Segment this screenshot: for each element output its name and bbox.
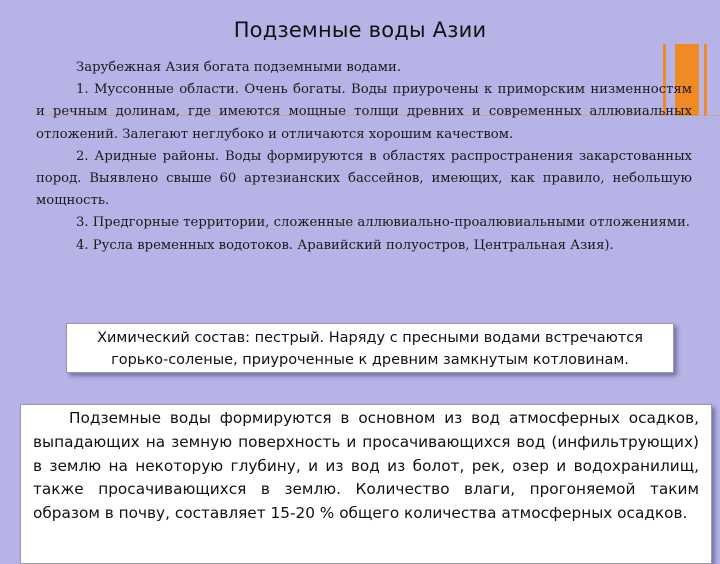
formation-paragraph: Подземные воды формируются в основном из вод атмосферных осадков, выпадающих на земную поверхность и просачивающихся вод (инфильтрующих) в землю на некоторую глубину, и из вод из болот, рек, озер и водохранилищ, также просачивающихся в землю. Количество влаги, прогоняемой таким образом в почву, составляет 15-20 % общего количества атмосферных осадков. xyxy=(33,409,699,523)
chemical-composition-box xyxy=(66,323,674,373)
decor-bar-thin-right xyxy=(704,44,707,116)
slide-title: Подземные воды Азии xyxy=(233,18,487,42)
main-text-block xyxy=(36,57,692,257)
list-item-monsoon: 1. Муссонные области. Очень богаты. Воды приурочены к приморским низменностям и речным долинам, где имеются мощные толщи древних и современных аллювиальных отложений. Залегают неглубоко и отличаются хорошим качеством. xyxy=(36,82,692,142)
intro-paragraph: Зарубежная Азия богата подземными водами. xyxy=(76,60,402,75)
formation-text-box xyxy=(20,404,712,564)
list-item-arid: 2. Аридные районы. Воды формируются в областях распространения закарстованных пород. Выявлено свыше 60 артезианских бассейнов, имеющих, как правило, небольшую мощность. xyxy=(36,148,692,209)
list-item-foothills: 3. Предгорные территории, сложенные аллювиально-проалювиальными отложениями. xyxy=(76,215,690,231)
chemical-composition-text: Химический состав: пестрый. Наряду с пресными водами встречаются горько-соленые, приуроченные к древним замкнутым котловинам. xyxy=(97,330,643,368)
list-item-channels: 4. Русла временных водотоков. Аравийский полуостров, Центральная Азия). xyxy=(76,237,614,253)
